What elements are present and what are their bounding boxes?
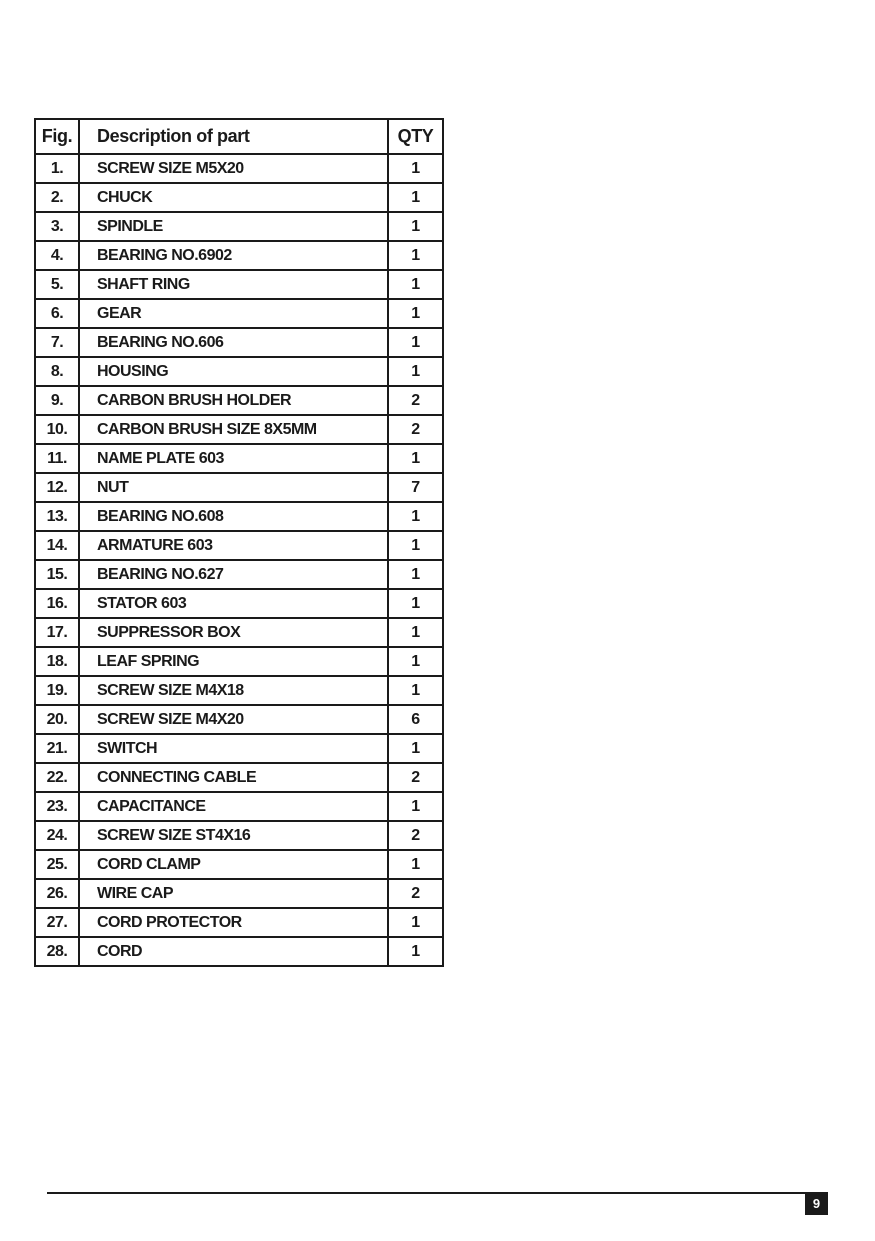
row-fig: 5.	[35, 270, 79, 299]
table-row	[35, 531, 443, 560]
row-description: LEAF SPRING	[79, 647, 388, 676]
table-row	[35, 705, 443, 734]
row-description: SPINDLE	[79, 212, 388, 241]
table-header-row	[35, 119, 443, 154]
row-qty: 1	[388, 241, 443, 270]
row-description: BEARING NO.608	[79, 502, 388, 531]
row-description: SCREW SIZE M5X20	[79, 154, 388, 183]
row-qty: 1	[388, 850, 443, 879]
row-qty: 1	[388, 357, 443, 386]
table-row	[35, 212, 443, 241]
row-description: CORD PROTECTOR	[79, 908, 388, 937]
table-row	[35, 473, 443, 502]
row-fig: 24.	[35, 821, 79, 850]
table-row	[35, 792, 443, 821]
row-fig: 7.	[35, 328, 79, 357]
row-description: SHAFT RING	[79, 270, 388, 299]
table-row	[35, 560, 443, 589]
row-description: BEARING NO.606	[79, 328, 388, 357]
row-fig: 25.	[35, 850, 79, 879]
row-qty: 1	[388, 647, 443, 676]
row-fig: 9.	[35, 386, 79, 415]
header-description: Description of part	[79, 119, 388, 154]
table-row	[35, 676, 443, 705]
row-fig: 12.	[35, 473, 79, 502]
row-description: CARBON BRUSH SIZE 8X5MM	[79, 415, 388, 444]
table-row	[35, 879, 443, 908]
row-fig: 26.	[35, 879, 79, 908]
row-description: CORD	[79, 937, 388, 966]
row-fig: 1.	[35, 154, 79, 183]
row-fig: 8.	[35, 357, 79, 386]
row-qty: 1	[388, 212, 443, 241]
row-description: WIRE CAP	[79, 879, 388, 908]
table-row	[35, 763, 443, 792]
row-qty: 1	[388, 937, 443, 966]
header-fig: Fig.	[35, 119, 79, 154]
row-fig: 28.	[35, 937, 79, 966]
row-qty: 1	[388, 154, 443, 183]
table-row	[35, 154, 443, 183]
parts-list-table	[34, 118, 444, 967]
row-fig: 18.	[35, 647, 79, 676]
row-description: CARBON BRUSH HOLDER	[79, 386, 388, 415]
row-qty: 1	[388, 183, 443, 212]
row-qty: 1	[388, 560, 443, 589]
row-fig: 21.	[35, 734, 79, 763]
table-row	[35, 908, 443, 937]
row-fig: 11.	[35, 444, 79, 473]
footer-rule	[47, 1192, 805, 1194]
table-row	[35, 386, 443, 415]
row-fig: 22.	[35, 763, 79, 792]
row-description: SCREW SIZE ST4X16	[79, 821, 388, 850]
row-qty: 1	[388, 502, 443, 531]
row-qty: 1	[388, 589, 443, 618]
row-qty: 2	[388, 415, 443, 444]
row-qty: 2	[388, 386, 443, 415]
table-row	[35, 937, 443, 966]
row-description: GEAR	[79, 299, 388, 328]
row-fig: 27.	[35, 908, 79, 937]
row-fig: 2.	[35, 183, 79, 212]
page-number-badge: 9	[805, 1192, 828, 1215]
header-qty: QTY	[388, 119, 443, 154]
row-qty: 1	[388, 676, 443, 705]
table-row	[35, 328, 443, 357]
row-qty: 1	[388, 531, 443, 560]
table-row	[35, 647, 443, 676]
row-description: CHUCK	[79, 183, 388, 212]
row-qty: 2	[388, 821, 443, 850]
row-description: CONNECTING CABLE	[79, 763, 388, 792]
row-description: CAPACITANCE	[79, 792, 388, 821]
row-description: SWITCH	[79, 734, 388, 763]
row-fig: 6.	[35, 299, 79, 328]
row-description: SCREW SIZE M4X18	[79, 676, 388, 705]
row-qty: 2	[388, 879, 443, 908]
table-row	[35, 444, 443, 473]
row-fig: 23.	[35, 792, 79, 821]
table-row	[35, 734, 443, 763]
row-qty: 2	[388, 763, 443, 792]
table-row	[35, 357, 443, 386]
row-fig: 20.	[35, 705, 79, 734]
table-row	[35, 183, 443, 212]
row-fig: 15.	[35, 560, 79, 589]
row-description: BEARING NO.6902	[79, 241, 388, 270]
table-row	[35, 241, 443, 270]
row-description: ARMATURE 603	[79, 531, 388, 560]
row-qty: 1	[388, 328, 443, 357]
row-description: SUPPRESSOR BOX	[79, 618, 388, 647]
row-qty: 1	[388, 908, 443, 937]
row-qty: 1	[388, 444, 443, 473]
table-row	[35, 850, 443, 879]
row-qty: 7	[388, 473, 443, 502]
table-row	[35, 415, 443, 444]
row-qty: 1	[388, 270, 443, 299]
table-row	[35, 502, 443, 531]
row-qty: 1	[388, 734, 443, 763]
table-row	[35, 299, 443, 328]
row-fig: 10.	[35, 415, 79, 444]
row-qty: 1	[388, 792, 443, 821]
table-row	[35, 270, 443, 299]
row-qty: 6	[388, 705, 443, 734]
table-row	[35, 821, 443, 850]
row-description: NAME PLATE 603	[79, 444, 388, 473]
row-description: SCREW SIZE M4X20	[79, 705, 388, 734]
row-fig: 4.	[35, 241, 79, 270]
table-row	[35, 618, 443, 647]
table-row	[35, 589, 443, 618]
table-body	[35, 154, 443, 966]
row-description: STATOR 603	[79, 589, 388, 618]
row-fig: 17.	[35, 618, 79, 647]
row-fig: 19.	[35, 676, 79, 705]
row-fig: 16.	[35, 589, 79, 618]
row-description: NUT	[79, 473, 388, 502]
row-fig: 14.	[35, 531, 79, 560]
row-fig: 3.	[35, 212, 79, 241]
row-description: CORD CLAMP	[79, 850, 388, 879]
row-qty: 1	[388, 299, 443, 328]
row-description: HOUSING	[79, 357, 388, 386]
row-description: BEARING NO.627	[79, 560, 388, 589]
row-qty: 1	[388, 618, 443, 647]
row-fig: 13.	[35, 502, 79, 531]
